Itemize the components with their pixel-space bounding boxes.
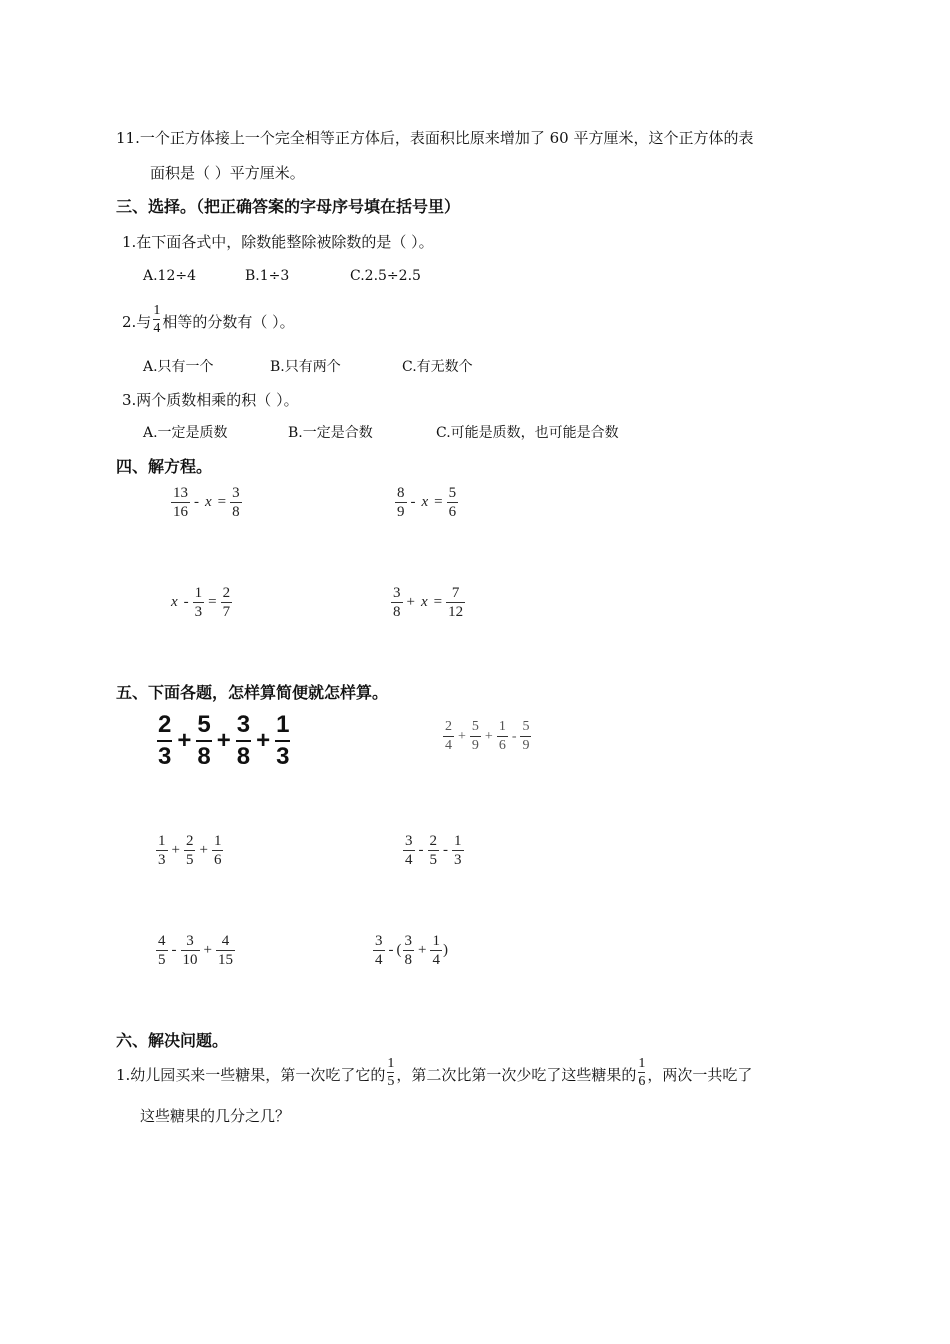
operator: + xyxy=(406,594,415,610)
denominator: 6 xyxy=(448,504,457,520)
fraction xyxy=(447,484,459,521)
numerator: 4 xyxy=(158,933,166,949)
s3-q2-option-a: A.只有一个 xyxy=(143,359,214,375)
denominator: 6 xyxy=(638,1074,646,1089)
numerator: 1 xyxy=(638,1056,646,1071)
numerator: 3 xyxy=(393,585,401,601)
fraction xyxy=(395,484,407,521)
denominator: 6 xyxy=(213,852,222,868)
s3-q2-line xyxy=(122,304,295,339)
denominator: 6 xyxy=(498,738,506,753)
expression-4 xyxy=(402,832,465,869)
fraction xyxy=(236,710,251,772)
variable: x xyxy=(420,594,428,610)
numerator: 8 xyxy=(397,485,405,501)
s6-q1-line1 xyxy=(116,1057,752,1092)
numerator: 2 xyxy=(429,833,437,849)
equation-1 xyxy=(170,484,243,521)
denominator: 5 xyxy=(387,1074,395,1089)
fraction xyxy=(452,832,464,869)
equals-sign: = xyxy=(217,494,227,510)
operator: + xyxy=(171,842,180,858)
denominator: 3 xyxy=(454,852,462,868)
section3-title: 三、选择。（把正确答案的字母序号填在括号里） xyxy=(116,197,461,216)
fraction xyxy=(221,584,233,621)
fraction xyxy=(428,832,440,869)
s3-q1-option-a: A.12÷4 xyxy=(143,268,197,284)
numerator: 5 xyxy=(522,719,530,734)
operator: - xyxy=(443,842,448,858)
s3-q2-suffix: 相等的分数有（ ）。 xyxy=(162,312,295,331)
numerator: 1 xyxy=(432,933,440,949)
operator: + xyxy=(458,728,466,744)
fraction xyxy=(193,584,205,621)
equals-sign: = xyxy=(208,594,217,610)
fraction xyxy=(181,932,200,969)
numerator: 5 xyxy=(197,711,211,738)
fraction xyxy=(446,584,465,621)
expression-3 xyxy=(155,832,224,869)
numerator: 1 xyxy=(158,833,166,849)
operator: + xyxy=(484,728,493,744)
numerator: 2 xyxy=(158,711,172,738)
operator: - xyxy=(410,494,416,510)
denominator: 10 xyxy=(182,952,198,968)
fraction xyxy=(387,1055,394,1090)
left-paren: ( xyxy=(396,942,402,958)
s3-q1-option-c: C.2.5÷2.5 xyxy=(350,268,421,284)
equals-sign: = xyxy=(433,594,443,610)
section5-title: 五、下面各题，怎样算简便就怎样算。 xyxy=(116,683,389,702)
denominator: 4 xyxy=(405,852,413,868)
variable: x xyxy=(421,494,429,510)
expression-1 xyxy=(156,710,291,772)
fraction xyxy=(497,718,508,755)
denominator: 3 xyxy=(158,852,166,868)
denominator: 3 xyxy=(158,743,172,770)
s3-q3-text: 3.两个质数相乘的积（ ）。 xyxy=(122,391,299,409)
s3-q1-text: 1.在下面各式中，除数能整除被除数的是（ ）。 xyxy=(122,233,434,251)
denominator: 15 xyxy=(217,952,233,968)
fraction xyxy=(275,710,290,772)
s6-q1-part2: ，第二次比第一次少吃了这些糖果的 xyxy=(396,1065,637,1084)
fraction xyxy=(196,710,211,772)
operator: - xyxy=(194,494,199,510)
s6-q1-part1: 1.幼儿园买来一些糖果，第一次吃了它的 xyxy=(116,1065,386,1084)
s3-q3-option-b: B.一定是合数 xyxy=(288,425,373,441)
numerator: 2 xyxy=(445,719,452,734)
denominator: 3 xyxy=(194,604,203,620)
fraction xyxy=(156,932,168,969)
s3-q2-option-b: B.只有两个 xyxy=(270,359,341,375)
denominator: 7 xyxy=(222,604,231,620)
denominator: 5 xyxy=(185,852,194,868)
denominator: 8 xyxy=(197,743,211,770)
s6-q1-line2: 这些糖果的几分之几？ xyxy=(140,1107,291,1125)
numerator: 1 xyxy=(387,1056,395,1071)
denominator: 5 xyxy=(158,952,166,968)
denominator: 4 xyxy=(445,738,452,753)
s3-q1-option-b: B.1÷3 xyxy=(245,268,290,284)
section4-title: 四、解方程。 xyxy=(116,457,213,476)
denominator: 9 xyxy=(522,738,530,753)
expression-2 xyxy=(442,718,532,755)
operator: - xyxy=(183,594,189,610)
numerator: 1 xyxy=(276,711,290,738)
numerator: 3 xyxy=(404,933,412,949)
fraction xyxy=(153,302,160,337)
fraction xyxy=(230,484,242,521)
variable: x xyxy=(205,494,212,510)
operator: + xyxy=(216,727,231,754)
fraction xyxy=(184,832,196,869)
equals-sign: = xyxy=(434,494,443,510)
numerator: 1 xyxy=(213,833,222,849)
numerator: 3 xyxy=(232,485,240,501)
numerator: 4 xyxy=(221,933,230,949)
numerator: 7 xyxy=(451,585,460,601)
numerator: 1 xyxy=(153,303,161,318)
fraction xyxy=(403,932,415,969)
operator: + xyxy=(177,727,192,754)
numerator: 1 xyxy=(498,719,506,734)
expression-6 xyxy=(372,932,448,969)
denominator: 4 xyxy=(432,952,440,968)
fraction xyxy=(638,1055,645,1090)
fraction xyxy=(391,584,403,621)
operator: - xyxy=(418,842,424,858)
denominator: 9 xyxy=(471,738,479,753)
equation-3 xyxy=(168,584,233,621)
expression-5 xyxy=(155,932,236,969)
s3-q3-option-c: C.可能是质数，也可能是合数 xyxy=(436,425,619,441)
denominator: 5 xyxy=(429,852,437,868)
numerator: 1 xyxy=(454,833,462,849)
operator: + xyxy=(418,942,427,958)
denominator: 8 xyxy=(393,604,401,620)
denominator: 4 xyxy=(153,321,161,336)
numerator: 3 xyxy=(375,933,383,949)
s3-q2-prefix: 2.与 xyxy=(122,312,152,331)
numerator: 2 xyxy=(222,585,231,601)
numerator: 5 xyxy=(448,485,457,501)
operator: - xyxy=(511,728,517,744)
equation-2 xyxy=(394,484,459,521)
right-paren: ) xyxy=(442,942,448,958)
fraction xyxy=(216,932,235,969)
denominator: 8 xyxy=(404,952,412,968)
operator: - xyxy=(171,942,177,958)
fraction xyxy=(212,832,224,869)
numerator: 2 xyxy=(185,833,194,849)
s6-q1-part3: ，两次一共吃了 xyxy=(647,1065,753,1084)
operator: + xyxy=(199,842,208,858)
operator: + xyxy=(256,727,271,754)
denominator: 16 xyxy=(173,504,188,520)
numerator: 3 xyxy=(186,933,194,949)
q11-line1: 11.一个正方体接上一个完全相等正方体后，表面积比原来增加了 60 平方厘米，这个正方体的表 xyxy=(116,129,754,147)
numerator: 3 xyxy=(405,833,413,849)
denominator: 9 xyxy=(397,504,405,520)
numerator: 5 xyxy=(471,719,479,734)
equation-4 xyxy=(390,584,466,621)
fraction xyxy=(443,718,454,755)
fraction xyxy=(470,718,481,755)
fraction xyxy=(403,832,415,869)
section6-title: 六、解决问题。 xyxy=(116,1031,229,1050)
operator: + xyxy=(203,942,212,958)
denominator: 4 xyxy=(375,952,383,968)
operator: - xyxy=(388,942,394,958)
s3-q3-option-a: A.一定是质数 xyxy=(143,425,228,441)
fraction xyxy=(373,932,385,969)
denominator: 12 xyxy=(448,604,464,620)
numerator: 13 xyxy=(173,485,188,501)
numerator: 3 xyxy=(236,711,251,738)
fraction xyxy=(171,484,190,521)
fraction xyxy=(430,932,442,969)
s3-q2-option-c: C.有无数个 xyxy=(402,359,473,375)
denominator: 3 xyxy=(276,743,290,770)
fraction xyxy=(157,710,172,772)
denominator: 8 xyxy=(236,743,251,770)
q11-line2: 面积是（ ）平方厘米。 xyxy=(150,164,305,182)
fraction xyxy=(520,718,531,755)
fraction xyxy=(156,832,168,869)
numerator: 1 xyxy=(194,585,203,601)
variable: x xyxy=(171,594,178,610)
denominator: 8 xyxy=(232,504,240,520)
